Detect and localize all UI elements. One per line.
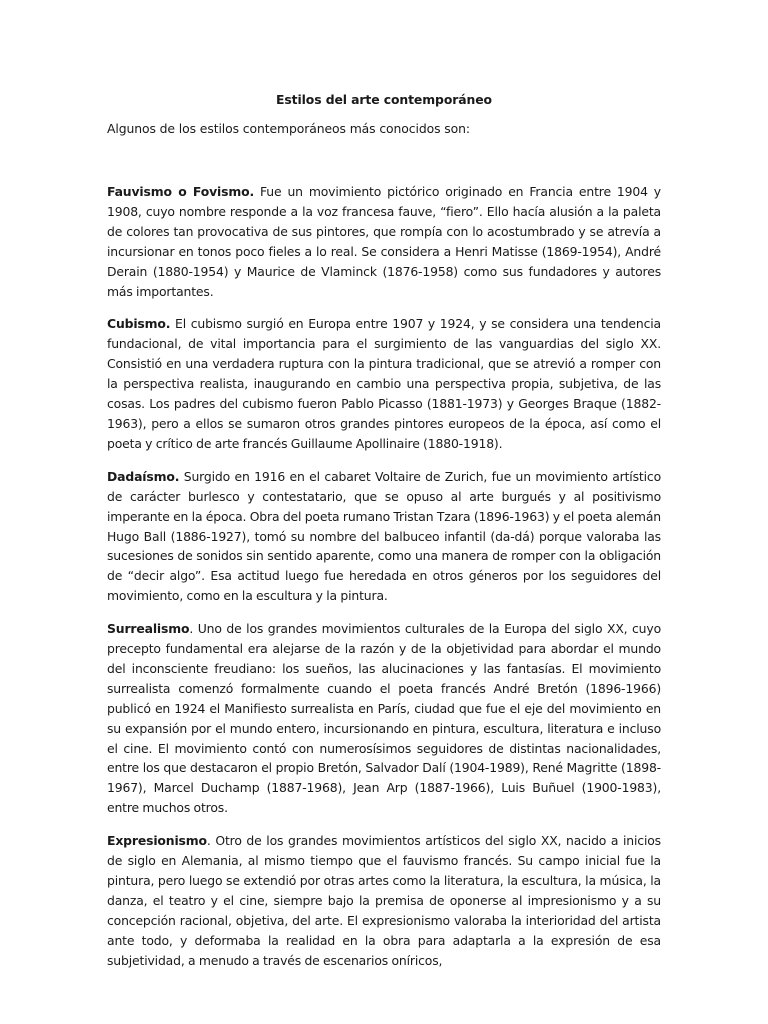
section-fauvismo bbox=[107, 182, 661, 301]
intro-paragraph: Algunos de los estilos contemporáneos más conocidos son: bbox=[107, 121, 470, 136]
section-term: Cubismo. bbox=[107, 316, 171, 332]
section-text: Surgido en 1916 en el cabaret Voltaire de Zurich, fue un movimiento artístico de carácter burlesco y contestatario, que se opuso al arte burgués y al positivismo imperante en la época. Obra del poeta rumano Tristan Tzara (1896-1963) y el poeta alemán Hugo Ball (1886-1927), tomó su nombre del balbuceo infantil (da-dá) porque valoraba las sucesiones de sonidos sin sentido aparente, como una manera de romper con la obligación de “decir algo”. Esa actitud luego fue heredada en otros géneros por los seguidores del movimiento, como en la escultura y la pintura. bbox=[107, 468, 661, 604]
section-term: Expresionismo bbox=[107, 833, 207, 849]
section-term: Fauvismo o Fovismo. bbox=[107, 184, 255, 199]
section-expresionismo bbox=[107, 831, 661, 970]
page-title: Estilos del arte contemporáneo bbox=[276, 92, 492, 107]
section-term: Dadaísmo. bbox=[107, 468, 180, 484]
section-text: . Otro de los grandes movimientos artísticos del siglo XX, nacido a inicios de siglo en Alemania, al mismo tiempo que el fauvismo francés. Su campo inicial fue la pintura, pero luego se extendió por otras artes como la literatura, la escultura, la música, la danza, el teatro y el cine, siempre bajo la premisa de oponerse al impresionismo y a su concepción racional, objetiva, del arte. El expresionismo valoraba la interioridad del artista ante todo, y deformaba la realidad en la obra para adaptarla a la expresión de esa subjetividad, a menudo a través de escenarios oníricos, bbox=[107, 833, 661, 968]
section-text: . Uno de los grandes movimientos culturales de la Europa del siglo XX, cuyo precepto fundamental era alejarse de la razón y de la objetividad para abordar el mundo del inconsciente freudiano: los sueños, las alucinaciones y las fantasías. El movimiento surrealista comenzó formalmente cuando el poeta francés André Bretón (1896-1966) publicó en 1924 el Manifiesto surrealista en París, ciudad que fue el eje del movimiento en su expansión por el mundo entero, incursionando en pintura, escultura, literatura e incluso el cine. El movimiento contó con numerosísimos seguidores de distintas nacionalidades, entre los que destacaron el propio Bretón, Salvador Dalí (1904-1989), René Magritte (1898-1967), Marcel Duchamp (1887-1968), Jean Arp (1887-1966), Luis Buñuel (1900-1983), entre muchos otros. bbox=[107, 621, 661, 816]
document-page bbox=[107, 90, 661, 984]
section-term: Surrealismo bbox=[107, 621, 190, 637]
section-cubismo bbox=[107, 314, 661, 453]
section-text: El cubismo surgió en Europa entre 1907 y 1924, y se considera una tendencia fundacional, de vital importancia para el surgimiento de las vanguardias del siglo XX. Consistió en una verdadera ruptura con la pintura tradicional, que se atrevió a romper con la perspectiva realista, inaugurando en cambio una perspectiva propia, subjetiva, de las cosas. Los padres del cubismo fueron Pablo Picasso (1881-1973) y Georges Braque (1882-1963), pero a ellos se sumaron otros grandes pintores europeos de la época, así como el poeta y crítico de arte francés Guillaume Apollinaire (1880-1918). bbox=[107, 316, 661, 451]
section-text: Fue un movimiento pictórico originado en Francia entre 1904 y 1908, cuyo nombre responde a la voz francesa fauve, “fiero”. Ello hacía alusión a la paleta de colores tan provocativa de sus pintores, que rompía con lo acostumbrado y se atrevía a incursionar en tonos poco fieles a lo real. Se considera a Henri Matisse (1869-1954), André Derain (1880-1954) y Maurice de Vlaminck (1876-1958) como sus fundadores y autores más importantes. bbox=[107, 184, 661, 299]
section-surrealismo bbox=[107, 619, 661, 818]
section-dadaismo bbox=[107, 467, 661, 606]
